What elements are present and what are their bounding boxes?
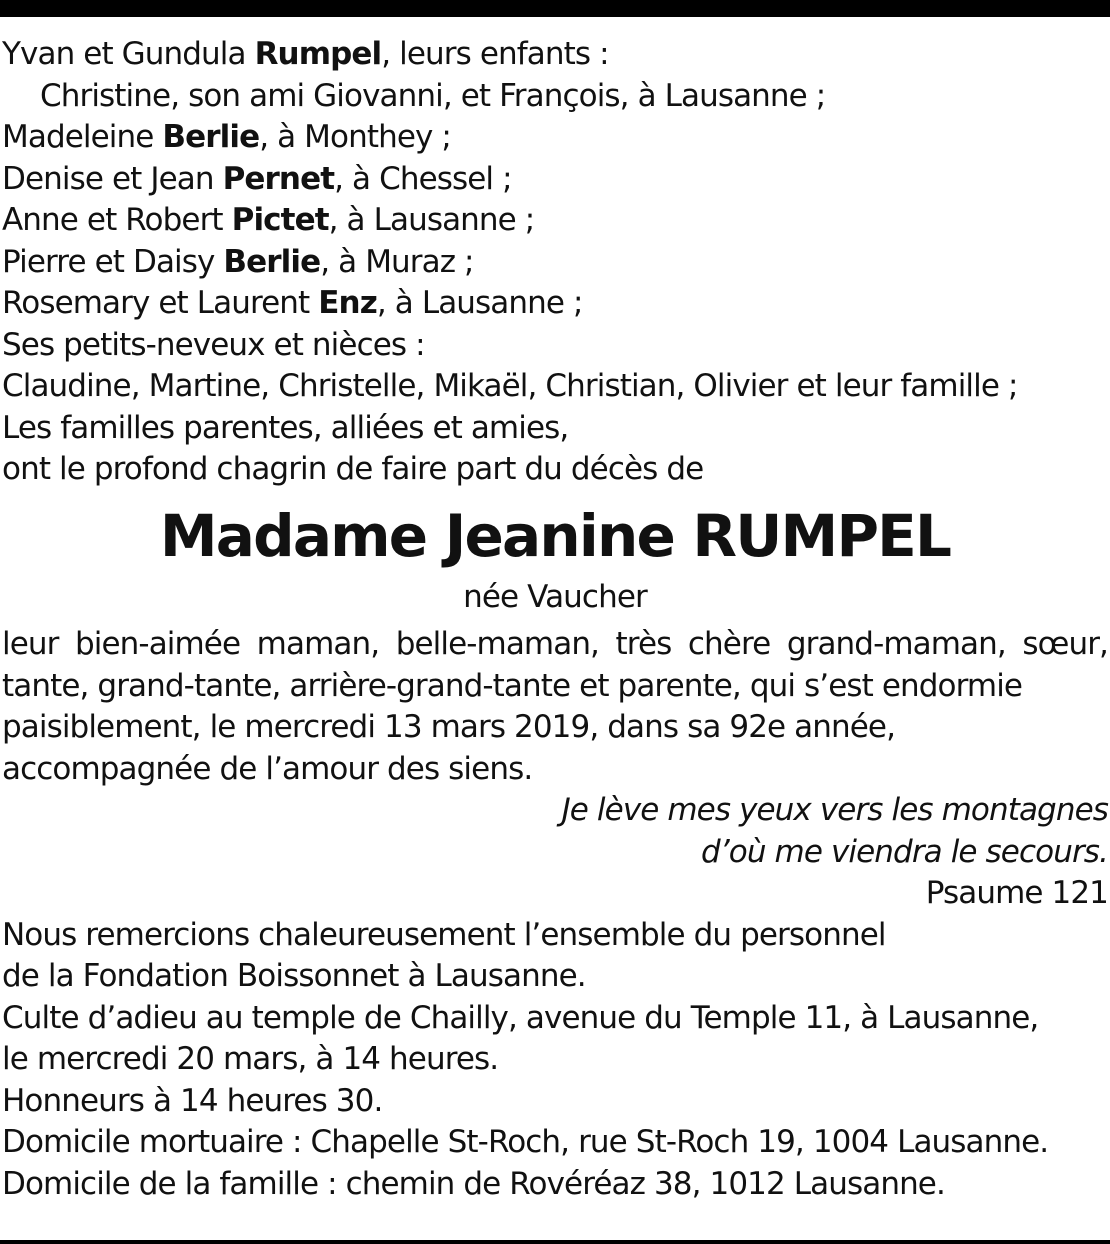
family-line-1-prefix: Yvan et Gundula xyxy=(2,36,255,72)
family-line-3 xyxy=(2,117,1108,159)
family-line-10: Les familles parentes, alliées et amies, xyxy=(2,409,569,446)
psalm-source: Psaume 121 xyxy=(925,875,1108,911)
family-line-5-prefix: Anne et Robert xyxy=(2,202,232,238)
family-line-5 xyxy=(2,200,1108,242)
description-paragraph xyxy=(2,624,1108,790)
family-line-3-suffix: , à Monthey ; xyxy=(259,119,451,155)
family-surname-berlie: Berlie xyxy=(162,119,260,155)
family-surname-rumpel: Rumpel xyxy=(254,36,382,72)
closing-line-7: Domicile de la famille : chemin de Rovéréaz 38, 1012 Lausanne. xyxy=(2,1165,945,1202)
family-line-6-suffix: , à Muraz ; xyxy=(320,243,474,280)
description-line-3: paisiblement, le mercredi 13 mars 2019, dans sa 92e année, xyxy=(2,709,896,745)
closing-line-3: Culte d’adieu au temple de Chailly, avenue du Temple 11, à Lausanne, xyxy=(2,999,1039,1036)
psalm-quote xyxy=(2,790,1108,873)
family-line-8: Ses petits-neveux et nièces : xyxy=(2,326,425,363)
psalm-quote-line-2: d’où me viendra le secours. xyxy=(701,833,1108,870)
closing-line-4: le mercredi 20 mars, à 14 heures. xyxy=(2,1041,499,1077)
family-line-1 xyxy=(2,34,1108,76)
family-line-1-suffix: , leurs enfants : xyxy=(381,36,609,72)
family-line-7-prefix: Rosemary et Laurent xyxy=(2,285,319,321)
family-line-7 xyxy=(2,283,1108,325)
family-surname-enz: Enz xyxy=(318,285,377,321)
family-line-2: Christine, son ami Giovanni, et François, à Lausanne ; xyxy=(40,77,826,114)
top-border-rule xyxy=(0,0,1110,17)
description-line-4: accompagnée de l’amour des siens. xyxy=(2,750,533,787)
family-line-4-prefix: Denise et Jean xyxy=(2,160,223,197)
description-line-1: leur bien-aimée maman, belle-maman, très chère grand-maman, sœur, xyxy=(2,626,1108,662)
closing-line-2: de la Fondation Boissonnet à Lausanne. xyxy=(2,958,586,994)
closing-line-5: Honneurs à 14 heures 30. xyxy=(2,1082,383,1119)
family-line-11: ont le profond chagrin de faire part du décès de xyxy=(2,451,704,487)
family-line-7-suffix: , à Lausanne ; xyxy=(376,285,583,321)
family-line-3-prefix: Madeleine xyxy=(2,119,163,155)
family-line-6-prefix: Pierre et Daisy xyxy=(2,243,224,280)
closing-line-1: Nous remercions chaleureusement l’ensemble du personnel xyxy=(2,916,886,953)
description-line-2: tante, grand-tante, arrière-grand-tante et parente, qui s’est endormie xyxy=(2,667,1023,704)
family-surname-pernet: Pernet xyxy=(222,160,335,197)
family-line-4 xyxy=(2,159,1108,201)
bottom-border-rule xyxy=(0,1240,1110,1244)
death-notice xyxy=(2,34,1108,1205)
family-line-6 xyxy=(2,242,1108,284)
family-surname-berlie-2: Berlie xyxy=(223,243,321,280)
family-line-4-suffix: , à Chessel ; xyxy=(334,160,512,197)
maiden-name: née Vaucher xyxy=(463,578,647,615)
psalm-quote-line-1: Je lève mes yeux vers les montagnes xyxy=(561,792,1108,828)
closing-line-6: Domicile mortuaire : Chapelle St-Roch, rue St-Roch 19, 1004 Lausanne. xyxy=(2,1124,1049,1160)
family-surname-pictet: Pictet xyxy=(231,202,329,238)
family-line-5-suffix: , à Lausanne ; xyxy=(328,202,535,238)
deceased-name: Madame Jeanine RUMPEL xyxy=(159,501,951,570)
family-line-9: Claudine, Martine, Christelle, Mikaël, Christian, Olivier et leur famille ; xyxy=(2,368,1018,404)
